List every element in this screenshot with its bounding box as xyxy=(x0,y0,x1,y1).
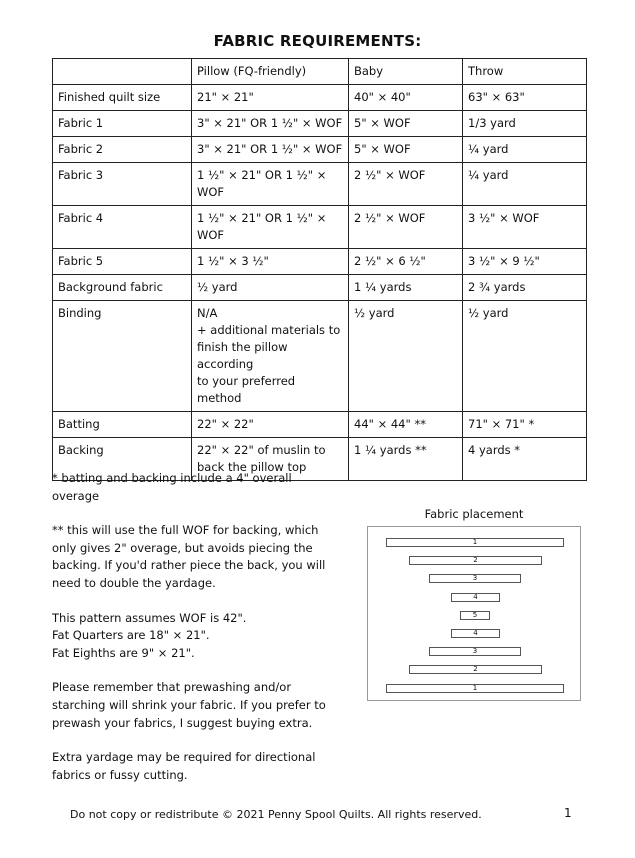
table-cell: 2 ½" × WOF xyxy=(349,163,463,206)
row-label: Fabric 3 xyxy=(53,163,192,206)
column-header: Throw xyxy=(463,59,587,85)
copyright-footer: Do not copy or redistribute © 2021 Penny Spool Quilts. All rights reserved. xyxy=(70,808,482,821)
notes-section xyxy=(52,470,342,801)
table-cell: 1 ½" × 3 ½" xyxy=(192,249,349,275)
table-row xyxy=(53,137,587,163)
table-cell: 3 ½" × WOF xyxy=(463,206,587,249)
table-cell: 3" × 21" OR 1 ½" × WOF xyxy=(192,137,349,163)
fabric-strip-2: 2 xyxy=(409,556,542,565)
table-cell: 71" × 71" * xyxy=(463,412,587,438)
table-cell: ¼ yard xyxy=(463,137,587,163)
fabric-strip-1: 1 xyxy=(386,538,564,547)
fabric-strip-4: 4 xyxy=(451,593,500,602)
table-cell: 2 ¾ yards xyxy=(463,275,587,301)
table-cell: 5" × WOF xyxy=(349,137,463,163)
fabric-placement-diagram xyxy=(367,526,581,701)
table-row xyxy=(53,111,587,137)
table-cell: 1 ½" × 21" OR 1 ½" × WOF xyxy=(192,206,349,249)
column-header: Baby xyxy=(349,59,463,85)
page-number: 1 xyxy=(564,806,572,820)
table-cell: ½ yard xyxy=(463,301,587,412)
row-label: Batting xyxy=(53,412,192,438)
table-row xyxy=(53,85,587,111)
table-cell: ½ yard xyxy=(192,275,349,301)
fabric-strip-1: 1 xyxy=(386,684,564,693)
note-wof-assumptions xyxy=(52,610,342,663)
row-label: Backing xyxy=(53,438,192,481)
note-prewash: Please remember that prewashing and/or starching will shrink your fabric. If you prefer to prewash your fabrics, I suggest buying extra. xyxy=(52,680,326,730)
table-cell: 22" × 22" of muslin to back the pillow top xyxy=(192,438,349,481)
table-row xyxy=(53,163,587,206)
table-row xyxy=(53,275,587,301)
table-cell: 21" × 21" xyxy=(192,85,349,111)
table-cell: ½ yard xyxy=(349,301,463,412)
fabric-strip-3: 3 xyxy=(429,574,521,583)
column-header: Pillow (FQ-friendly) xyxy=(192,59,349,85)
table-row xyxy=(53,206,587,249)
page-title: FABRIC REQUIREMENTS: xyxy=(213,32,422,50)
note-batting-overage: * batting and backing include a 4" overall overage xyxy=(52,471,292,503)
note-wof-backing: ** this will use the full WOF for backing, which only gives 2" overage, but avoids piecing the backing. If you'd rather piece the back, you will need to double the yardage. xyxy=(52,523,326,590)
table-cell: 2 ½" × 6 ½" xyxy=(349,249,463,275)
table-cell: 1 ½" × 21" OR 1 ½" × WOF xyxy=(192,163,349,206)
table-header-row xyxy=(53,59,587,85)
table-cell: 3 ½" × 9 ½" xyxy=(463,249,587,275)
table-cell: 5" × WOF xyxy=(349,111,463,137)
table-cell: 2 ½" × WOF xyxy=(349,206,463,249)
row-label: Fabric 1 xyxy=(53,111,192,137)
note-fat-eighths: Fat Eighths are 9" × 21". xyxy=(52,645,195,660)
fabric-placement-title: Fabric placement xyxy=(424,507,524,521)
row-label: Fabric 4 xyxy=(53,206,192,249)
table-cell: 1/3 yard xyxy=(463,111,587,137)
table-cell: 63" × 63" xyxy=(463,85,587,111)
table-cell: 40" × 40" xyxy=(349,85,463,111)
table-cell: 1 ¼ yards ** xyxy=(349,438,463,481)
row-label: Fabric 2 xyxy=(53,137,192,163)
column-header xyxy=(53,59,192,85)
table-row xyxy=(53,249,587,275)
table-cell: N/A + additional materials to finish the pillow according to your preferred method xyxy=(192,301,349,412)
note-extra-yardage: Extra yardage may be required for directional fabrics or fussy cutting. xyxy=(52,750,316,782)
fabric-requirements-table xyxy=(52,58,587,481)
table-cell: ¼ yard xyxy=(463,163,587,206)
fabric-strip-3: 3 xyxy=(429,647,521,656)
table-cell: 4 yards * xyxy=(463,438,587,481)
table-cell: 1 ¼ yards xyxy=(349,275,463,301)
fabric-strip-4: 4 xyxy=(451,629,500,638)
table-row xyxy=(53,301,587,412)
note-wof: This pattern assumes WOF is 42". xyxy=(52,610,247,625)
table-cell: 44" × 44" ** xyxy=(349,412,463,438)
table-row xyxy=(53,412,587,438)
row-label: Finished quilt size xyxy=(53,85,192,111)
table-cell: 3" × 21" OR 1 ½" × WOF xyxy=(192,111,349,137)
fabric-strip-5: 5 xyxy=(460,611,490,620)
table-cell: 22" × 22" xyxy=(192,412,349,438)
row-label: Background fabric xyxy=(53,275,192,301)
fabric-strip-2: 2 xyxy=(409,665,542,674)
note-fat-quarters: Fat Quarters are 18" × 21". xyxy=(52,628,210,643)
row-label: Fabric 5 xyxy=(53,249,192,275)
row-label: Binding xyxy=(53,301,192,412)
